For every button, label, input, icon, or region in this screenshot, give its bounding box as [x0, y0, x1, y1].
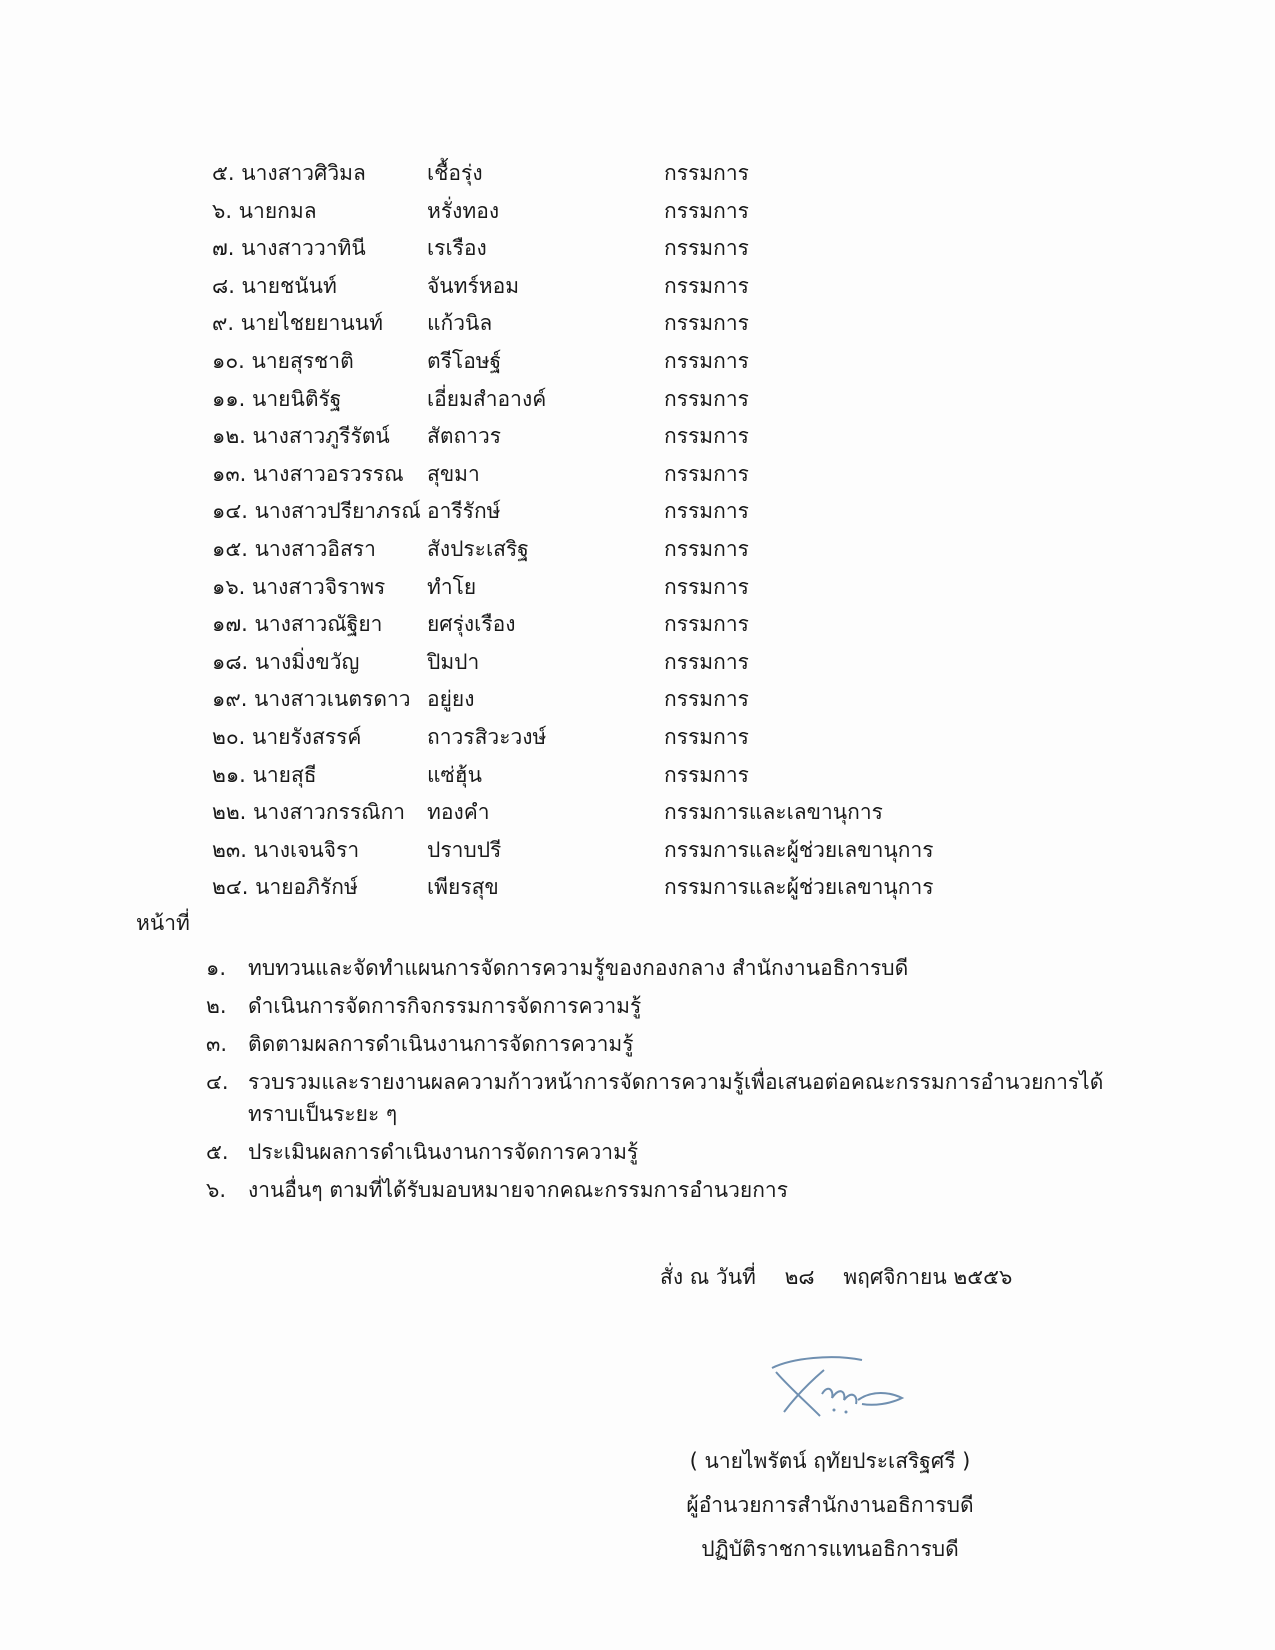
member-row: [212, 647, 972, 685]
member-row: [212, 835, 972, 873]
member-row: [212, 496, 972, 534]
handwritten-signature: [762, 1350, 922, 1430]
member-name: ๕. นางสาวศิวิมล: [212, 161, 366, 185]
member-role: กรรมการและเลขานุการ: [664, 800, 883, 825]
duty-number: ๓.: [206, 1032, 228, 1056]
member-surname: สุขมา: [427, 461, 480, 486]
duty-number: ๑.: [206, 956, 227, 980]
duty-item: [206, 990, 1126, 1022]
member-name: ๒๓. นางเจนจิรา: [212, 837, 360, 862]
member-name: ๑๖. นางสาวจิราพร: [212, 574, 386, 599]
member-role: กรรมการและผู้ช่วยเลขานุการ: [664, 837, 934, 862]
duty-item: [206, 1066, 1126, 1130]
member-surname: ถาวรสิวะวงษ์: [427, 724, 547, 749]
duty-text: ประเมินผลการดำเนินงานการจัดการความรู้: [248, 1140, 639, 1164]
duties-heading: หน้าที่: [136, 911, 190, 935]
member-row: [212, 346, 972, 384]
member-name: ๑๕. นางสาวอิสรา: [212, 536, 376, 561]
member-role: กรรมการ: [664, 461, 749, 486]
duty-text: ติดตามผลการดำเนินงานการจัดการความรู้: [248, 1032, 634, 1056]
duties-list: [206, 952, 1126, 1212]
duty-item: [206, 1028, 1126, 1060]
member-role: กรรมการ: [664, 348, 749, 373]
member-surname: แก้วนิล: [427, 311, 493, 336]
order-date-line: [660, 1262, 1034, 1292]
member-role: กรรมการ: [664, 612, 749, 637]
member-row: [212, 158, 972, 196]
member-surname: หรั่งทอง: [427, 198, 500, 223]
member-name: ๒๒. นางสาวกรรณิกา: [212, 800, 406, 825]
member-surname: อารีรักษ์: [427, 499, 501, 524]
duty-text: ดำเนินการจัดการกิจกรรมการจัดการความรู้: [248, 994, 642, 1018]
order-date-label: สั่ง ณ วันที่: [660, 1265, 756, 1289]
member-row: [212, 459, 972, 497]
duty-item: [206, 1136, 1126, 1168]
member-row: [212, 572, 972, 610]
duty-number: ๒.: [206, 994, 227, 1018]
member-name: ๗. นางสาววาทินี: [212, 236, 366, 261]
signatory-name: ( นายไพรัตน์ ฤทัยประเสริฐศรี ): [689, 1449, 971, 1473]
member-row: [212, 233, 972, 271]
member-role: กรรมการ: [664, 386, 749, 411]
member-name: ๘. นายชนันท์: [212, 273, 337, 298]
member-surname: อยู่ยง: [427, 687, 475, 712]
member-surname: เชื้อรุ่ง: [427, 161, 483, 185]
order-date-month-year: พฤศจิกายน ๒๕๕๖: [843, 1265, 1013, 1289]
duty-number: ๔.: [206, 1070, 229, 1094]
member-row: [212, 271, 972, 309]
member-name: ๑๒. นางสาวภูรีรัตน์: [212, 424, 390, 449]
member-surname: ตรีโอษฐ์: [427, 348, 502, 373]
member-row: [212, 196, 972, 234]
duty-text: ทบทวนและจัดทำแผนการจัดการความรู้ของกองกลาง สำนักงานอธิการบดี: [248, 956, 909, 980]
committee-member-list: [212, 158, 972, 910]
member-role: กรรมการ: [664, 649, 749, 674]
member-role: กรรมการ: [664, 687, 749, 712]
member-name: ๒๑. นายสุธี: [212, 762, 317, 787]
member-name: ๑๔. นางสาวปรียาภรณ์: [212, 499, 421, 524]
order-date-day: ๒๘: [784, 1265, 815, 1289]
member-name: ๑๐. นายสุรชาติ: [212, 348, 354, 373]
member-row: [212, 797, 972, 835]
signatory-position: ผู้อำนวยการสำนักงานอธิการบดี: [686, 1493, 974, 1517]
member-role: กรรมการ: [664, 273, 749, 298]
member-role: กรรมการ: [664, 424, 749, 449]
member-name: ๑๘. นางมิ่งขวัญ: [212, 649, 360, 674]
member-row: [212, 534, 972, 572]
member-surname: สัตถาวร: [427, 424, 502, 449]
member-surname: สังประเสริฐ: [427, 536, 529, 561]
member-name: ๑๙. นางสาวเนตรดาว: [212, 687, 411, 712]
duty-text: งานอื่นๆ ตามที่ได้รับมอบหมายจากคณะกรรมการอำนวยการ: [248, 1178, 788, 1202]
member-row: [212, 722, 972, 760]
member-row: [212, 684, 972, 722]
member-role: กรรมการ: [664, 161, 749, 185]
member-surname: จันทร์หอม: [427, 273, 520, 298]
duty-number: ๖.: [206, 1178, 227, 1202]
member-role: กรรมการ: [664, 574, 749, 599]
member-surname: ทำโย: [427, 574, 477, 599]
member-name: ๑๗. นางสาวณัฐิยา: [212, 612, 383, 637]
member-name: ๑๑. นายนิติรัฐ: [212, 386, 342, 411]
member-row: [212, 872, 972, 910]
member-row: [212, 384, 972, 422]
member-role: กรรมการ: [664, 311, 749, 336]
member-role: กรรมการ: [664, 236, 749, 261]
signatory-acting: ปฏิบัติราชการแทนอธิการบดี: [701, 1537, 959, 1561]
member-surname: ยศรุ่งเรือง: [427, 612, 516, 637]
member-surname: ปิมปา: [427, 649, 480, 674]
member-row: [212, 609, 972, 647]
member-name: ๒๐. นายรังสรรค์: [212, 724, 362, 749]
member-name: ๙. นายไชยยานนท์: [212, 311, 383, 336]
member-name: ๖. นายกมล: [212, 198, 317, 223]
member-role: กรรมการ: [664, 724, 749, 749]
member-name: ๒๔. นายอภิรักษ์: [212, 875, 358, 900]
member-row: [212, 308, 972, 346]
signatory-block: [640, 1446, 1020, 1578]
member-row: [212, 421, 972, 459]
member-surname: ปราบปรี: [427, 837, 502, 862]
duty-item: [206, 1174, 1126, 1206]
member-role: กรรมการ: [664, 536, 749, 561]
member-role: กรรมการ: [664, 499, 749, 524]
member-role: กรรมการ: [664, 198, 749, 223]
duty-item: [206, 952, 1126, 984]
member-surname: แซ่ฮุ้น: [427, 762, 482, 787]
member-surname: ทองคำ: [427, 800, 490, 825]
member-role: กรรมการและผู้ช่วยเลขานุการ: [664, 875, 934, 900]
member-surname: เรเรือง: [427, 236, 487, 261]
member-role: กรรมการ: [664, 762, 749, 787]
member-surname: เพียรสุข: [427, 875, 499, 900]
duty-text: รวบรวมและรายงานผลความก้าวหน้าการจัดการความรู้เพื่อเสนอต่อคณะกรรมการอำนวยการได้ทราบเป็นระยะ ๆ: [248, 1070, 1104, 1126]
duty-number: ๕.: [206, 1140, 229, 1164]
member-row: [212, 760, 972, 798]
member-name: ๑๓. นางสาวอรวรรณ: [212, 461, 404, 486]
member-surname: เอี่ยมสำอางค์: [427, 386, 547, 411]
